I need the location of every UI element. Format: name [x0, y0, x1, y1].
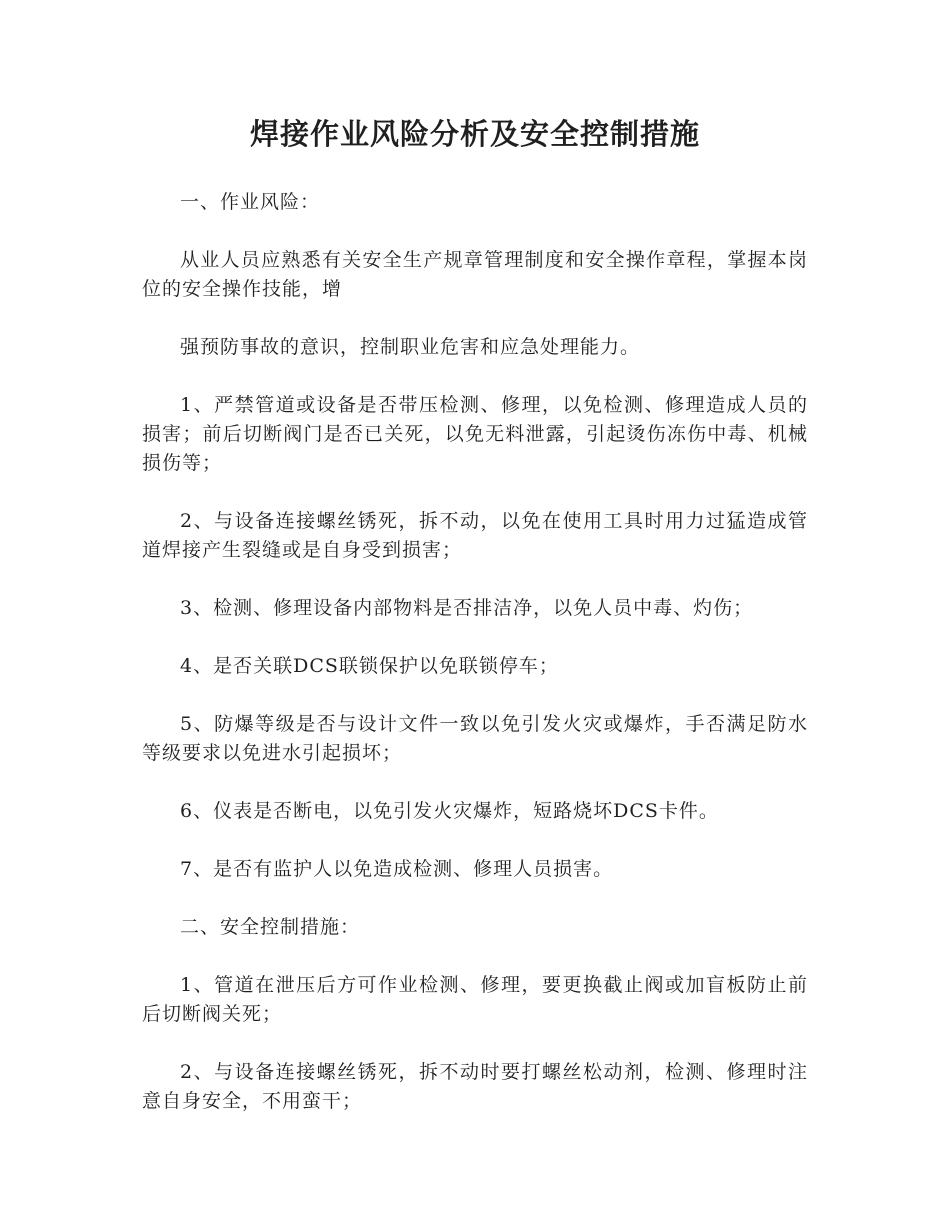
intro-paragraph-2: 强预防事故的意识，控制职业危害和应急处理能力。 [180, 336, 641, 358]
risk-item-5: 5、防爆等级是否与设计文件一致以免引发火灾或爆炸，手否满足防水等级要求以免进水引起损坏； [142, 713, 808, 764]
section-heading-measures: 二、安全控制措施： [180, 916, 361, 938]
section-heading-risks: 一、作业风险： [180, 191, 321, 213]
risk-item-3: 3、检测、修理设备内部物料是否排洁净，以免人员中毒、灼伤； [180, 597, 754, 619]
risk-item-4: 4、是否关联DCS联锁保护以免联锁停车； [180, 655, 559, 677]
risk-item-2: 2、与设备连接螺丝锈死，拆不动，以免在使用工具时用力过猛造成管道焊接产生裂缝或是自身受到损害； [142, 510, 808, 561]
document-title: 焊接作业风险分析及安全控制措施 [249, 117, 700, 151]
risk-item-7: 7、是否有监护人以免造成检测、修理人员损害。 [180, 858, 614, 880]
intro-paragraph-1: 从业人员应熟悉有关安全生产规章管理制度和安全操作章程，掌握本岗位的安全操作技能，增 [142, 249, 808, 300]
measure-item-2: 2、与设备连接螺丝锈死，拆不动时要打螺丝松动剂，检测、修理时注意自身安全，不用蛮干； [142, 1061, 808, 1112]
risk-item-1: 1、严禁管道或设备是否带压检测、修理，以免检测、修理造成人员的损害；前后切断阀门是否已关死，以免无料泄露，引起烫伤冻伤中毒、机械损伤等； [142, 394, 808, 474]
document-body [142, 112, 808, 1145]
measure-item-1: 1、管道在泄压后方可作业检测、修理，要更换截止阀或加盲板防止前后切断阀关死； [142, 974, 808, 1025]
risk-item-6: 6、仪表是否断电，以免引发火灾爆炸，短路烧坏DCS卡件。 [180, 800, 719, 822]
